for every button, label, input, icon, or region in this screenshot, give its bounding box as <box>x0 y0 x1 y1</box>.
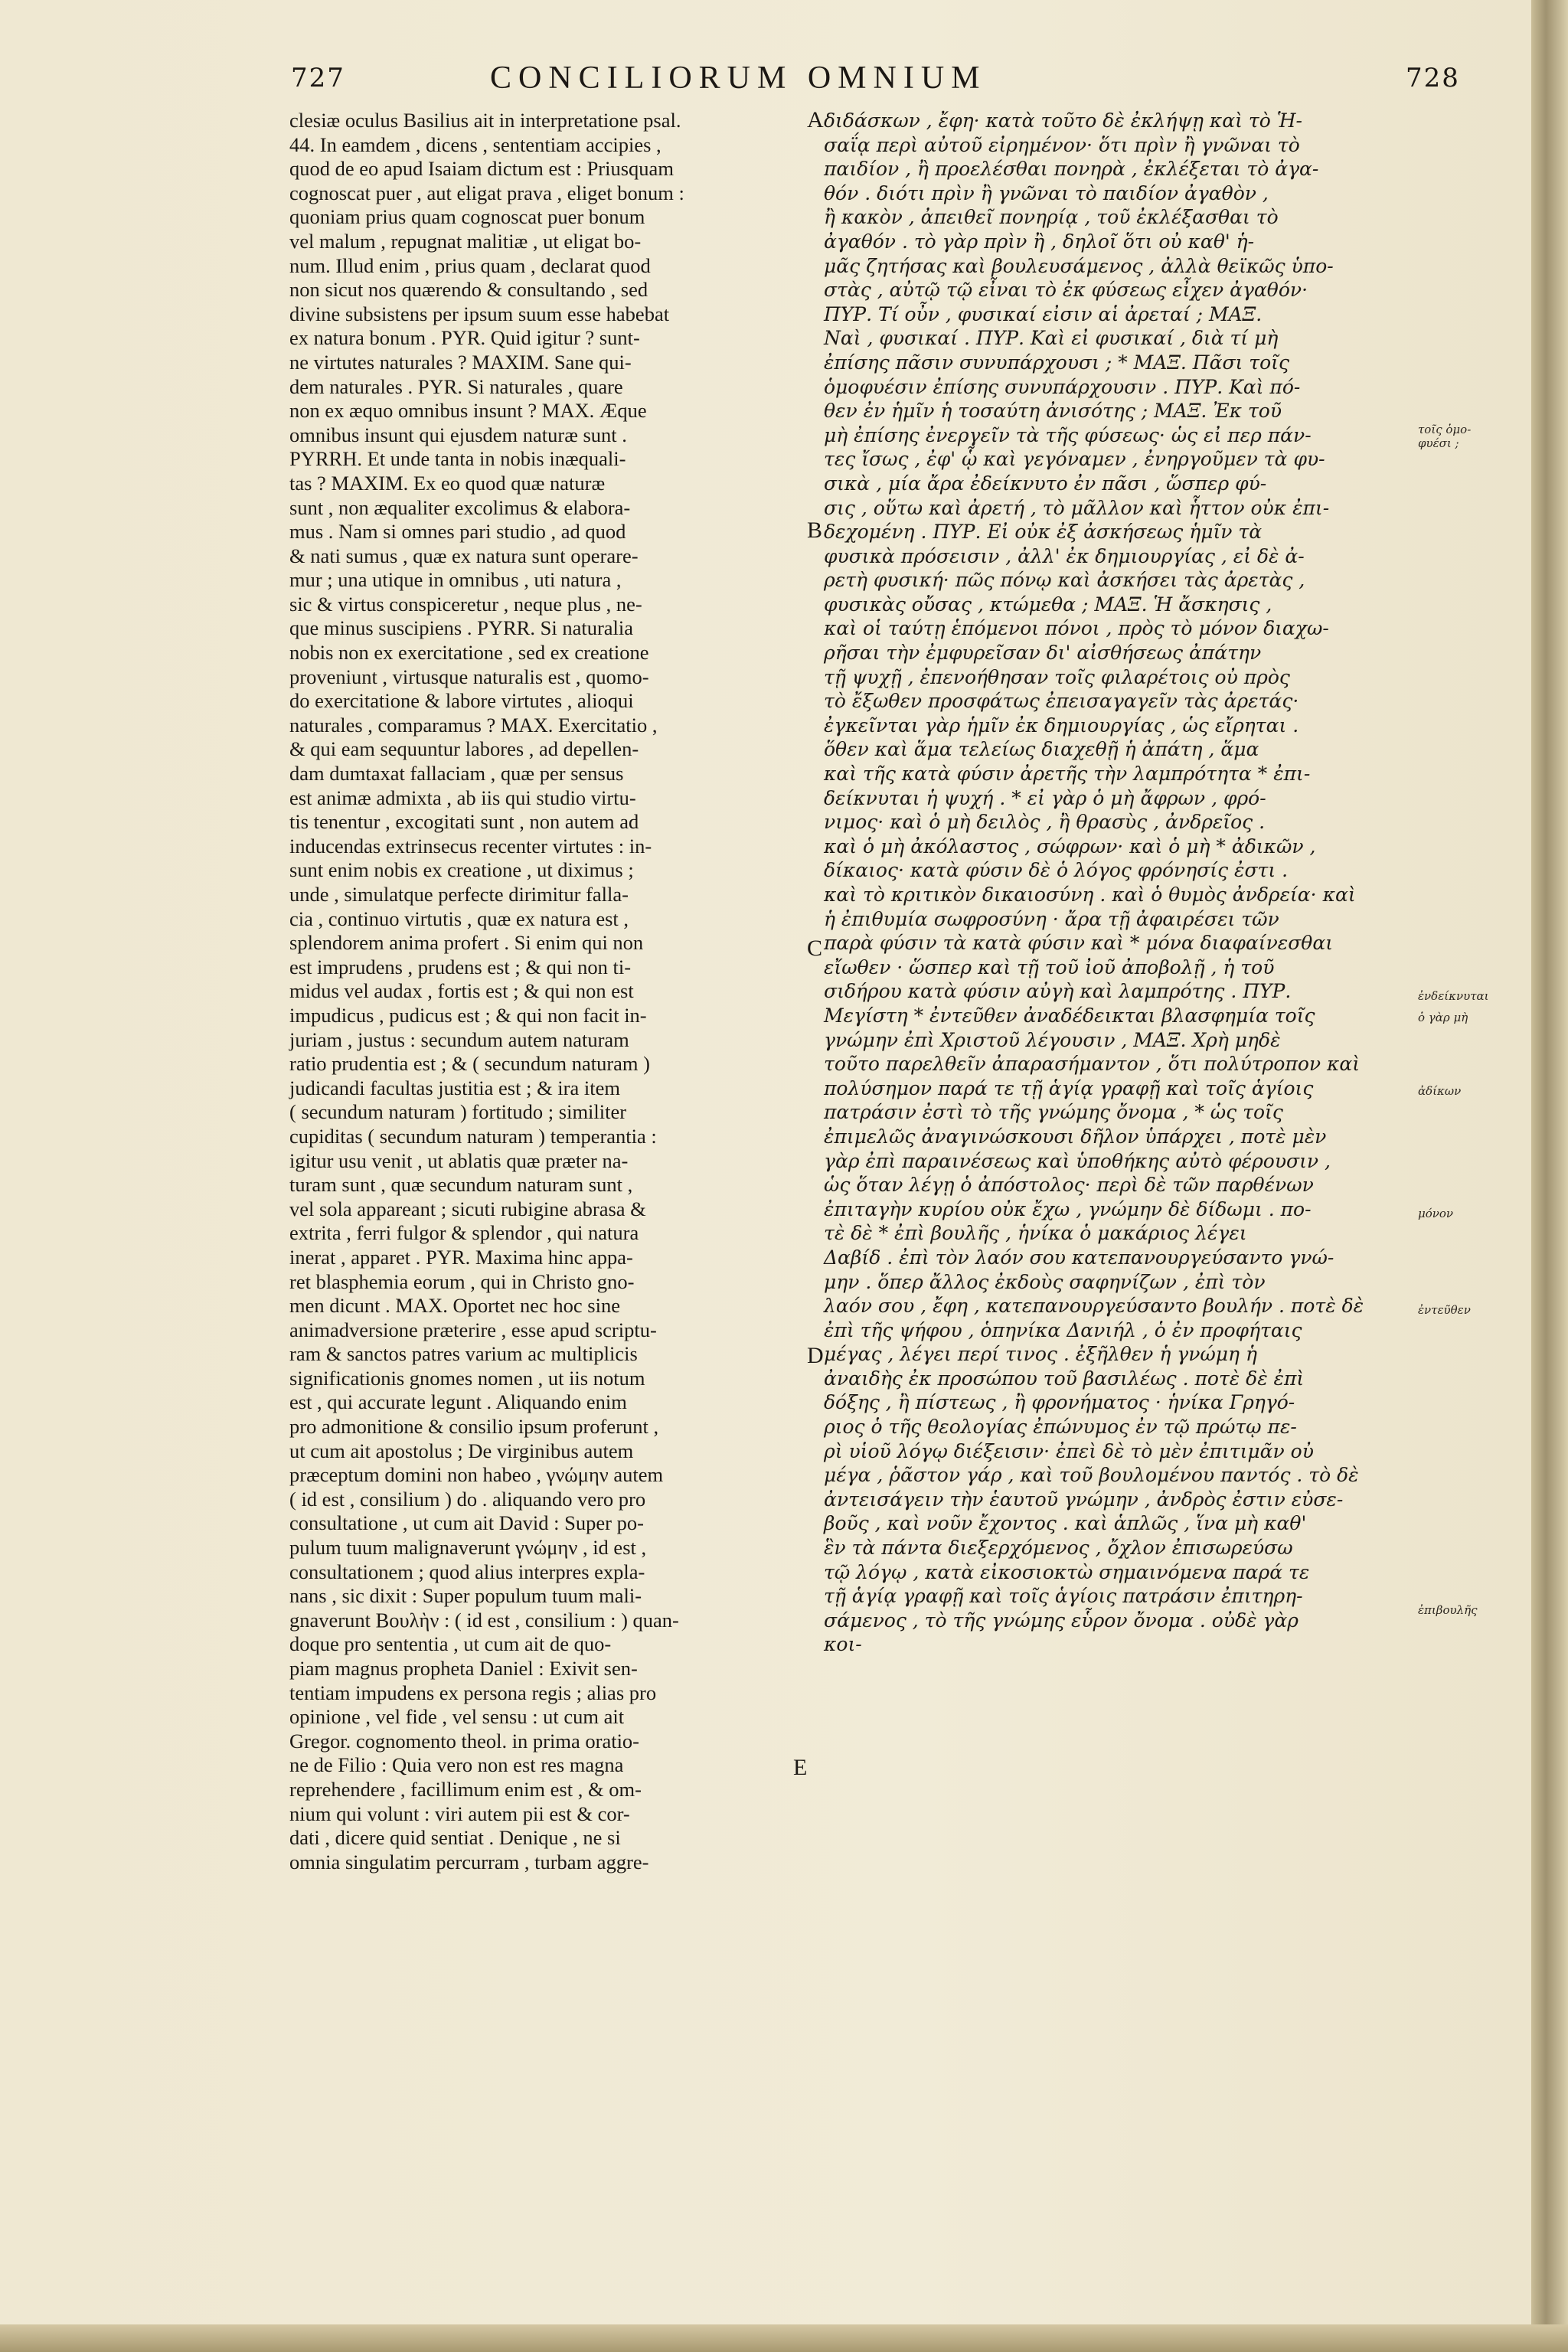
margin-note: ἐντεῦθεν <box>1418 1303 1471 1317</box>
margin-note: ἐπιβουλῆς <box>1418 1603 1478 1617</box>
section-letter-a: A <box>807 107 824 132</box>
page-number-right: 728 <box>1406 63 1460 93</box>
greek-column: διδάσκων , ἔφη· κατὰ τοῦτο δὲ ἐκλήψῃ καὶ τὸ Ἡ- σαΐᾳ περὶ αὐτοῦ εἰρημένον· ὅτι πρὶν ἢ γνῶναι τὸ παιδίον , ἢ προελέσθαι πονηρὰ , ἐκλέξεται τὸ ἀγα- θόν . διότι πρὶν ἢ γνῶναι τὸ παιδίον ἀγαθὸν , ἢ κακὸν , ἀπειθεῖ πονηρίᾳ , τοῦ ἐκλέξασθαι τὸ ἀγαθόν . τὸ γὰρ πρὶν ἢ , δηλοῖ ὅτι οὐ καθ' ἡ- μᾶς ζητήσας καὶ βουλευσάμενος , ἀλλὰ θεϊκῶς ὑπο- στὰς , αὐτῷ τῷ εἶναι τὸ ἐκ φύσεως εἶχεν ἀγαθόν· ΠΥΡ. Τί οὖν , φυσικαί εἰσιν αἱ ἀρεταί ; ΜΑΞ. Ναὶ , φυσικαί . ΠΥΡ. Καὶ εἰ φυσικαί , διὰ τί μὴ ἐπίσης πᾶσιν συνυπάρχουσι ; * ΜΑΞ. Πᾶσι τοῖς ὁμοφυέσιν ἐπίσης συνυπάρχουσιν . ΠΥΡ. Καὶ πό- θεν ἐν ἡμῖν ἡ τοσαύτη ἀνισότης ; ΜΑΞ. Ἐκ τοῦ μὴ ἐπίσης ἐνεργεῖν τὰ τῆς φύσεως· ὡς εἰ περ πάν- τες ἴσως , ἐφ' ᾧ καὶ γεγόναμεν , ἐνηργοῦμεν τὰ φυ- σικὰ , μία ἄρα ἐδείκνυτο ἐν πᾶσι , ὥσπερ φύ- σις , οὕτω καὶ ἀρετή , τὸ μᾶλλον καὶ ἧττον οὐκ ἐπι- δεχομένη . ΠΥΡ. Εἰ οὐκ ἐξ ἀσκήσεως ἡμῖν τὰ φυσικὰ πρόσεισιν , ἀλλ' ἐκ δημιουργίας , εἰ δὲ ἀ- ρετὴ φυσική· πῶς πόνῳ καὶ ἀσκήσει τὰς ἀρετὰς , φυσικὰς οὔσας , κτώμεθα ; ΜΑΞ. Ἡ ἄσκησις , καὶ οἱ ταύτῃ ἑπόμενοι πόνοι , πρὸς τὸ μόνον διαχω- ρῆσαι τὴν ἐμφυρεῖσαν δι' αἰσθήσεως ἀπάτην τῇ ψυχῇ , ἐπενοήθησαν τοῖς φιλαρέτοις οὐ πρὸς τὸ ἔξωθεν προσφάτως ἐπεισαγαγεῖν τὰς ἀρετάς· ἐγκεῖνται γὰρ ἡμῖν ἐκ δημιουργίας , ὡς εἴρηται . ὅθεν καὶ ἅμα τελείως διαχεθῇ ἡ ἀπάτη , ἅμα καὶ τῆς κατὰ φύσιν ἀρετῆς τὴν λαμπρότητα * ἐπι- δείκνυται ἡ ψυχή . * εἰ γὰρ ὁ μὴ ἄφρων , φρό- νιμος· καὶ ὁ μὴ δειλὸς , ἢ θρασὺς , ἀνδρεῖος . καὶ ὁ μὴ ἀκόλαστος , σώφρων· καὶ ὁ μὴ * ἀδικῶν , δίκαιος· κατὰ φύσιν δὲ ὁ λόγος φρόνησίς ἐστι . καὶ τὸ κριτικὸν δικαιοσύνη . καὶ ὁ θυμὸς ἀνδρεία· καὶ ἡ ἐπιθυμία σωφροσύνη · ἄρα τῇ ἀφαιρέσει τῶν παρὰ φύσιν τὰ κατὰ φύσιν καὶ * μόνα διαφαίνεσθαι εἴωθεν · ὥσπερ καὶ τῇ τοῦ ἰοῦ ἀποβολῇ , ἡ τοῦ σιδήρου κατὰ φύσιν αὐγὴ καὶ λαμπρότης . ΠΥΡ. Μεγίστη * ἐντεῦθεν ἀναδέδεικται βλασφημία τοῖς γνώμην ἐπὶ Χριστοῦ λέγουσιν , ΜΑΞ. Χρὴ μηδὲ τοῦτο παρελθεῖν ἀπαρασήμαντον , ὅτι πολύτροπον καὶ πολύσημον παρά τε τῇ ἁγίᾳ γραφῇ καὶ τοῖς ἁγίοις πατράσιν ἐστὶ τὸ τῆς γνώμης ὄνομα , * ὡς τοῖς ἐπιμελῶς ἀναγινώσκουσι δῆλον ὑπάρχει , ποτὲ μὲν γὰρ ἐπὶ παραινέσεως καὶ ὑποθήκης αὐτὸ φέρουσιν , ὡς ὅταν λέγῃ ὁ ἀπόστολος· περὶ δὲ τῶν παρθένων ἐπιταγὴν κυρίου οὐκ ἔχω , γνώμην δὲ δίδωμι . πο- τὲ δὲ * ἐπὶ βουλῆς , ἡνίκα ὁ μακάριος λέγει Δαβίδ . ἐπὶ τὸν λαόν σου κατεπανουργεύσαντο γνώ- μην . ὅπερ ἄλλος ἐκδοὺς σαφηνίζων , ἐπὶ τὸν λαόν σου , ἔφη , κατεπανουργεύσαντο βουλήν . ποτὲ δὲ ἐπὶ τῆς ψήφου , ὁπηνίκα Δανιήλ , ὁ ἐν προφήταις μέγας , λέγει περί τινος . ἐξῆλθεν ἡ γνώμη ἡ ἀναιδὴς ἐκ προσώπου τοῦ βασιλέως . ποτὲ δὲ ἐπὶ δόξης , ἢ πίστεως , ἢ φρονήματος · ἡνίκα Γρηγό- ριος ὁ τῆς θεολογίας ἐπώνυμος ἐν τῷ πρώτῳ πε- ρὶ υἱοῦ λόγῳ διέξεισιν· ἐπεὶ δὲ τὸ μὲν ἐπιτιμᾶν οὐ μέγα , ῥᾶστον γάρ , καὶ τοῦ βουλομένου παντός . τὸ δὲ ἀντεισάγειν τὴν ἑαυτοῦ γνώμην , ἀνδρὸς ἐστιν εὐσε- βοῦς , καὶ νοῦν ἔχοντος . καὶ ἁπλῶς , ἵνα μὴ καθ' ἓν τὰ πάντα διεξερχόμενος , ὄχλον ἐπισωρεύσω τῷ λόγῳ , κατὰ εἰκοσιοκτὼ σημαινόμενα παρά τε τῇ ἁγίᾳ γραφῇ καὶ τοῖς ἁγίοις πατράσιν ἐπιτηρη- σάμενος , τὸ τῆς γνώμης εὗρον ὄνομα . οὐδὲ γὰρ κοι- <box>824 109 1364 1656</box>
running-title: CONCILIORUM OMNIUM <box>490 60 987 96</box>
page-header <box>291 60 1485 109</box>
section-letter-b: B <box>807 518 823 543</box>
margin-note: μόνον <box>1418 1207 1454 1220</box>
page-number-left: 727 <box>291 63 345 93</box>
margin-note: ἐνδείκνυται <box>1418 989 1489 1003</box>
section-letter-c: C <box>807 936 823 961</box>
page-bottom-edge <box>0 2324 1568 2352</box>
section-letter-d: D <box>807 1343 824 1368</box>
section-letter-e: E <box>793 1755 808 1780</box>
margin-note: τοῖς ὁμο- φυέσι ; <box>1418 423 1472 450</box>
page-gutter <box>1531 0 1568 2352</box>
margin-note: ὁ γὰρ μὴ <box>1418 1011 1468 1024</box>
latin-column: clesiæ oculus Basilius ait in interpretatione psal. 44. In eamdem , dicens , sententiam accipies , quod de eo apud Isaiam dictum est : Priusquam cognoscat puer , aut eligat prava , eliget bonum : quoniam prius quam cognoscat puer bonum vel malum , repugnat malitiæ , ut eligat bo- num. Illud enim , prius quam , declarat quod non sicut nos quærendo & consultando , sed divine subsistens per ipsum suum esse habebat ex natura bonum . PYR. Quid igitur ? sunt- ne virtutes naturales ? MAXIM. Sane qui- dem naturales . PYR. Si naturales , quare non ex æquo omnibus insunt ? MAX. Æque omnibus insunt qui ejusdem naturæ sunt . PYRRH. Et unde tanta in nobis inæquali- tas ? MAXIM. Ex eo quod quæ naturæ sunt , non æqualiter excolimus & elabora- mus . Nam si omnes pari studio , ad quod & nati sumus , quæ ex natura sunt operare- mur ; una utique in omnibus , uti natura , sic & virtus conspiceretur , neque plus , ne- que minus suscipiens . PYRR. Si naturalia nobis non ex exercitatione , sed ex creatione proveniunt , virtusque naturalis est , quomo- do exercitatione & labore virtutes , alioqui naturales , comparamus ? MAX. Exercitatio , & qui eam sequuntur labores , ad depellen- dam dumtaxat fallaciam , quæ per sensus est animæ admixta , ab iis qui studio virtu- tis tenentur , excogitati sunt , non autem ad inducendas extrinsecus recenter virtutes : in- sunt enim nobis ex creatione , ut diximus ; unde , simulatque perfecte dirimitur falla- cia , continuo virtutis , quæ ex natura est , splendorem anima profert . Si enim qui non est imprudens , prudens est ; & qui non ti- midus vel audax , fortis est ; & qui non est impudicus , pudicus est ; & qui non facit in- juriam , justus : secundum autem naturam ratio prudentia est ; & ( secundum naturam ) judicandi facultas justitia est ; & ira item ( secundum naturam ) fortitudo ; similiter cupiditas ( secundum naturam ) temperantia : igitur usu venit , ut ablatis quæ præter na- turam sunt , quæ secundum naturam sunt , vel sola appareant ; sicuti rubigine abrasa & extrita , ferri fulgor & splendor , qui natura inerat , apparet . PYR. Maxima hinc appa- ret blasphemia eorum , qui in Christo gno- men dicunt . MAX. Oportet nec hoc sine animadversione præterire , esse apud scriptu- ram & sanctos patres varium ac multiplicis significationis gnomes nomen , ut iis notum est , qui accurate legunt . Aliquando enim pro admonitione & consilio ipsum proferunt , ut cum ait apostolus ; De virginibus autem præceptum domini non habeo , γνώμην autem ( id est , consilium ) do . aliquando vero pro consultatione , ut cum ait David : Super po- pulum tuum malignaverunt γνώμην , id est , consultationem ; quod alius interpres expla- nans , sic dixit : Super populum tuum mali- gnaverunt Βουλὴν : ( id est , consilium : ) quan- doque pro sententia , ut cum ait de quo- piam magnus propheta Daniel : Exivit sen- tentiam impudens ex persona regis ; alias pro opinione , vel fide , vel sensu : ut cum ait Gregor. cognomento theol. in prima oratio- ne de Filio : Quia vero non est res magna reprehendere , facillimum enim est , & om- nium qui volunt : viri autem pii est & cor- dati , dicere quid sentiat . Denique , ne si omnia singulatim percurram , turbam aggre- <box>289 109 684 1873</box>
margin-note: ἀδίκων <box>1418 1084 1462 1098</box>
